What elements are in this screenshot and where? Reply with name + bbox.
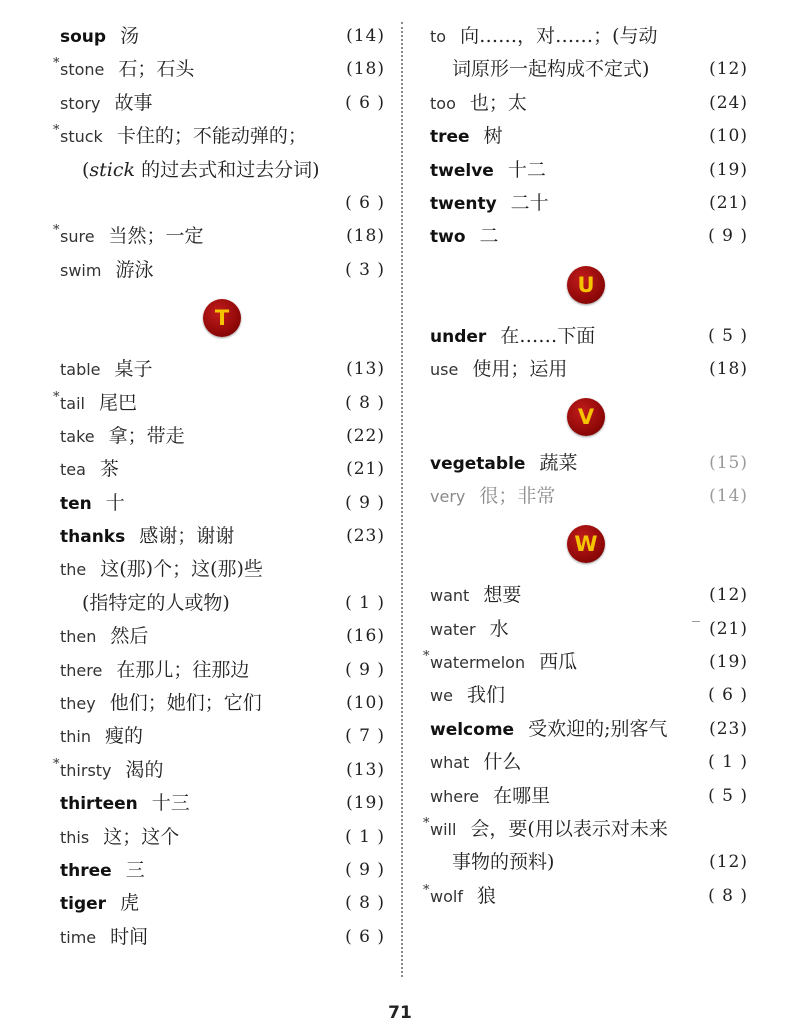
entry-page-ref: (23) [346, 526, 385, 547]
entry-page-ref: (10) [346, 693, 385, 714]
entry-page-ref: (13) [346, 359, 385, 380]
dictionary-entry [423, 813, 748, 846]
entry-meaning: 狼 [476, 884, 496, 907]
entry-page-ref: ( 6 ) [345, 926, 385, 947]
asterisk-mark: * [53, 389, 60, 405]
entry-word: swim [60, 260, 102, 280]
dictionary-entry [430, 480, 748, 513]
dictionary-entry [60, 487, 385, 520]
entry-word: stone [60, 60, 105, 80]
entry-page-ref: (19) [346, 793, 385, 814]
entry-meaning: 时间 [110, 925, 149, 948]
entry-meaning: 向……，对……；(与动 [460, 25, 658, 47]
dictionary-entry [430, 746, 748, 779]
entry-page-ref: ( 6 ) [345, 92, 385, 113]
dictionary-entry [60, 687, 385, 720]
entry-page-ref: ( 9 ) [708, 226, 748, 247]
entry-meaning: 石；石头 [118, 58, 195, 81]
dictionary-entry [53, 220, 385, 253]
continuation-text: (指特定的人或物) [82, 591, 230, 614]
entry-meaning: 二十 [510, 191, 549, 214]
entry-page-ref: (12) [709, 59, 748, 80]
right-column [423, 20, 748, 913]
entry-meaning: 十三 [151, 792, 190, 815]
entry-word: three [60, 860, 112, 881]
entry-meaning: 西瓜 [539, 651, 578, 674]
dictionary-entry [60, 620, 385, 653]
entry-page-ref: ( 5 ) [708, 785, 748, 806]
entry-word: this [60, 827, 90, 847]
entry-meaning: 在……下面 [500, 324, 596, 347]
entry-page-ref: ( 6 ) [708, 685, 748, 706]
entry-meaning: 这(那)个；这(那)些 [100, 558, 263, 581]
dictionary-entry [430, 220, 748, 253]
page-number: 71 [388, 1003, 412, 1023]
entry-word: ten [60, 493, 92, 514]
entry-word: sure [60, 227, 95, 247]
entry-meaning: 会，要(用以表示对未来 [470, 818, 668, 841]
entry-word: table [60, 360, 101, 380]
entry-word: too [430, 93, 456, 113]
letter-section-header [60, 287, 385, 353]
entry-page-ref: ( 1 ) [345, 826, 385, 847]
entry-meaning: 拿；带走 [108, 424, 185, 447]
dictionary-entry [60, 353, 385, 386]
dictionary-entry [60, 821, 385, 854]
entry-word: where [430, 786, 480, 806]
dictionary-entry [430, 679, 748, 712]
asterisk-mark: * [53, 756, 60, 772]
entry-page-ref: (13) [346, 759, 385, 780]
asterisk-mark: * [53, 56, 60, 72]
entry-continuation [430, 846, 748, 879]
dictionary-entry [430, 447, 748, 480]
stray-mark [692, 621, 700, 622]
dictionary-entry [53, 120, 385, 153]
asterisk-mark: * [423, 816, 430, 832]
entry-word: thirsty [60, 760, 112, 780]
dictionary-entry [430, 320, 748, 353]
dictionary-entry [53, 387, 385, 420]
dictionary-entry [60, 87, 385, 120]
letter-section-header [430, 387, 748, 447]
entry-word: time [60, 927, 97, 947]
entry-meaning: 当然；一定 [108, 225, 204, 248]
entry-meaning: 想要 [483, 584, 522, 607]
dictionary-entry [60, 887, 385, 920]
entry-meaning: 很；非常 [479, 484, 556, 507]
entry-page-ref: ( 9 ) [345, 659, 385, 680]
entry-page-ref: ( 1 ) [708, 752, 748, 773]
entry-page-ref: ( 8 ) [708, 885, 748, 906]
continuation-text: ( [82, 158, 90, 181]
entry-word: take [60, 426, 95, 446]
letter-section-header [430, 513, 748, 579]
entry-word: thin [60, 727, 91, 747]
left-column [53, 20, 385, 954]
dictionary-entry [423, 880, 748, 913]
dictionary-entry [60, 20, 385, 53]
entry-page-ref: (14) [709, 485, 748, 506]
entry-meaning: 二 [479, 225, 499, 248]
letter-badge-t: T [203, 299, 241, 337]
entry-continuation [60, 587, 385, 620]
entry-word: they [60, 694, 96, 714]
continuation-text: 的过去式和过去分词) [135, 158, 320, 181]
continuation-text: 词原形一起构成不定式) [452, 58, 650, 81]
entry-meaning: 瘦的 [105, 725, 144, 748]
entry-meaning: 渴的 [125, 758, 164, 781]
entry-word: very [430, 486, 466, 506]
letter-badge-u: U [567, 266, 605, 304]
entry-meaning: 我们 [466, 684, 505, 707]
entry-page-ref: (16) [346, 626, 385, 647]
entry-page-ref: (15) [709, 452, 748, 473]
dictionary-entry [430, 579, 748, 612]
letter-section-header [430, 254, 748, 320]
entry-page-ref: (12) [709, 585, 748, 606]
entry-word: twenty [430, 193, 497, 214]
entry-meaning: 使用；运用 [472, 358, 568, 381]
dictionary-entry [430, 780, 748, 813]
entry-meaning: 水 [489, 617, 509, 640]
continuation-italic-word: stick [89, 158, 136, 181]
dictionary-entry [430, 20, 748, 53]
entry-word: tail [60, 393, 85, 413]
dictionary-entry [60, 420, 385, 453]
entry-word: welcome [430, 719, 515, 740]
entry-page-ref: ( 9 ) [345, 859, 385, 880]
entry-page-ref: (19) [709, 159, 748, 180]
entry-meaning: 桌子 [114, 358, 153, 381]
dictionary-entry [60, 720, 385, 753]
entry-page-ref: (24) [709, 92, 748, 113]
entry-word: tiger [60, 894, 107, 915]
dictionary-entry [430, 154, 748, 187]
asterisk-mark: * [53, 123, 60, 139]
entry-meaning: 故事 [114, 91, 153, 114]
entry-word: use [430, 360, 459, 380]
dictionary-entry [423, 646, 748, 679]
entry-page-ref: (10) [709, 126, 748, 147]
entry-meaning: 蔬菜 [539, 451, 578, 474]
asterisk-mark: * [53, 223, 60, 239]
entry-page-ref: (18) [709, 359, 748, 380]
entry-meaning: 尾巴 [98, 391, 137, 414]
entry-meaning: 虎 [120, 892, 140, 915]
dictionary-entry [53, 754, 385, 787]
entry-continuation [60, 154, 385, 187]
dictionary-entry [60, 553, 385, 586]
entry-page-ref: (21) [346, 459, 385, 480]
entry-page-ref: (19) [709, 652, 748, 673]
entry-meaning: 然后 [110, 625, 149, 648]
continuation-text: 事物的预料) [452, 851, 555, 874]
entry-page-ref: ( 7 ) [345, 726, 385, 747]
dictionary-entry [430, 613, 748, 646]
entry-word: tree [430, 127, 470, 148]
asterisk-mark: * [423, 649, 430, 665]
dictionary-entry [60, 921, 385, 954]
entry-page-ref: (23) [709, 718, 748, 739]
entry-page-ref: ( 9 ) [345, 492, 385, 513]
entry-meaning: 在那儿；往那边 [116, 658, 250, 681]
entry-word: then [60, 627, 97, 647]
entry-meaning: 树 [483, 125, 503, 148]
entry-page-ref: (21) [709, 192, 748, 213]
dictionary-entry [60, 654, 385, 687]
dictionary-entry [60, 854, 385, 887]
asterisk-mark: * [423, 882, 430, 898]
letter-badge-v: V [567, 398, 605, 436]
dictionary-entry [60, 453, 385, 486]
entry-word: will [430, 820, 457, 840]
dictionary-entry [53, 53, 385, 86]
entry-page-ref: ( 6 ) [345, 192, 385, 213]
entry-page-ref: ( 3 ) [345, 259, 385, 280]
entry-word: water [430, 619, 476, 639]
entry-page-ref: (14) [346, 26, 385, 46]
entry-word: wolf [430, 886, 463, 906]
entry-meaning: 什么 [483, 751, 522, 774]
entry-page-ref: ( 5 ) [708, 325, 748, 346]
entry-word: story [60, 93, 101, 113]
entry-meaning: 在哪里 [493, 784, 551, 807]
entry-word: want [430, 586, 470, 606]
entry-meaning: 这；这个 [103, 825, 180, 848]
entry-meaning: 十 [105, 491, 125, 514]
entry-word: watermelon [430, 653, 526, 673]
entry-meaning: 卡住的；不能动弹的； [116, 125, 307, 148]
entry-meaning: 汤 [120, 25, 140, 47]
dictionary-entry [430, 187, 748, 220]
entry-continuation [60, 187, 385, 220]
entry-page-ref: ( 1 ) [345, 592, 385, 613]
dictionary-entry [60, 520, 385, 553]
entry-word: under [430, 326, 487, 347]
entry-word: tea [60, 460, 86, 480]
entry-word: thirteen [60, 794, 138, 815]
entry-word: to [430, 27, 447, 46]
entry-meaning: 他们；她们；它们 [109, 692, 262, 715]
entry-meaning: 茶 [99, 458, 119, 481]
entry-word: the [60, 560, 87, 580]
entry-word: thanks [60, 527, 126, 548]
entry-meaning: 也；太 [469, 91, 527, 114]
dictionary-entry [430, 713, 748, 746]
entry-meaning: 游泳 [115, 258, 154, 281]
entry-word: there [60, 660, 103, 680]
dictionary-entry [60, 787, 385, 820]
entry-meaning: 受欢迎的;别客气 [528, 717, 668, 740]
entry-page-ref: ( 8 ) [345, 893, 385, 914]
entry-meaning: 感谢；谢谢 [139, 525, 235, 548]
entry-word: two [430, 227, 466, 248]
column-divider [401, 22, 403, 977]
entry-meaning: 十二 [507, 158, 546, 181]
entry-word: soup [60, 27, 107, 47]
entry-page-ref: (18) [346, 59, 385, 80]
dictionary-entry [60, 254, 385, 287]
dictionary-entry [430, 120, 748, 153]
dictionary-entry [430, 87, 748, 120]
entry-word: what [430, 753, 470, 773]
entry-page-ref: (12) [709, 852, 748, 873]
entry-page-ref: ( 8 ) [345, 392, 385, 413]
entry-page-ref: (18) [346, 226, 385, 247]
entry-page-ref: (22) [346, 425, 385, 446]
entry-word: we [430, 686, 453, 706]
letter-badge-w: W [567, 525, 605, 563]
entry-word: vegetable [430, 453, 526, 474]
entry-word: twelve [430, 160, 494, 181]
entry-continuation [430, 53, 748, 86]
entry-page-ref: (21) [709, 618, 748, 639]
dictionary-entry [430, 353, 748, 386]
entry-meaning: 三 [125, 858, 145, 881]
entry-word: stuck [60, 127, 103, 147]
